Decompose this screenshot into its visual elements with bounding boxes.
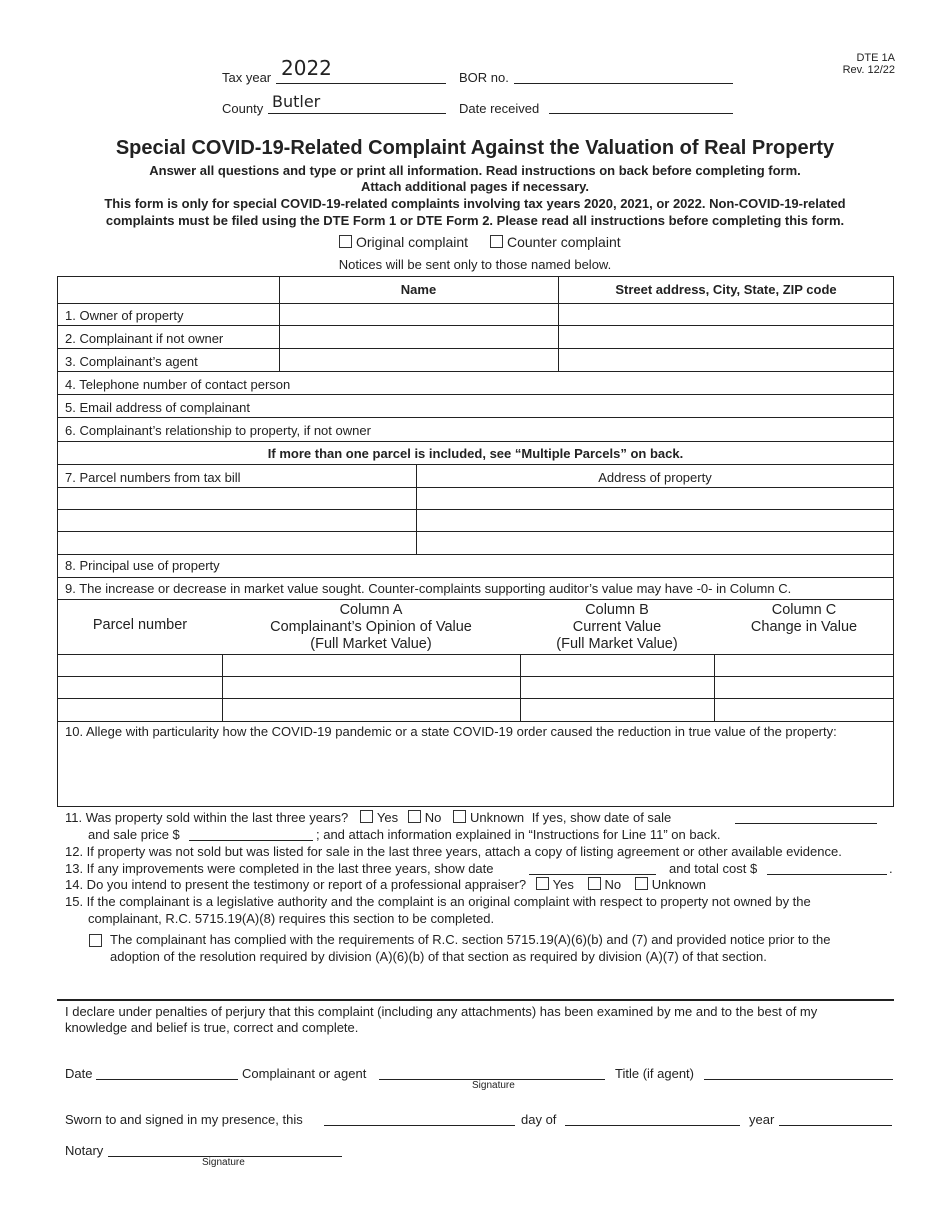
value-row[interactable]: [58, 699, 893, 722]
sworn-year-field[interactable]: [779, 1125, 892, 1126]
complainant-signature-caption: Signature: [472, 1080, 515, 1091]
parcel-numbers-label: 7. Parcel numbers from tax bill: [65, 470, 241, 485]
q15-checkbox[interactable]: [89, 934, 102, 947]
tax-year-value[interactable]: 2022: [281, 56, 332, 80]
address-of-property-label: Address of property: [598, 470, 712, 485]
q15-check-line-1: The complainant has complied with the requirements of R.C. section 5715.19(A)(6)(b) and (7) and provided notice prior to the: [110, 932, 831, 947]
owner-label: 1. Owner of property: [65, 308, 184, 323]
county-field[interactable]: [268, 113, 446, 114]
sworn-label: Sworn to and signed in my presence, this: [65, 1112, 303, 1127]
date-received-field[interactable]: [549, 113, 733, 114]
parcel-number-header: Parcel number: [92, 617, 188, 633]
bor-field[interactable]: [514, 83, 733, 84]
date-received-label: Date received: [459, 101, 540, 116]
q11-unknown-checkbox[interactable]: [453, 810, 466, 823]
instructions-line-2: Attach additional pages if necessary.: [360, 179, 590, 194]
q14-text: 14. Do you intend to present the testimony or report of a professional appraiser?: [65, 877, 527, 892]
q14-no-checkbox[interactable]: [588, 877, 601, 890]
q11-yes-label: Yes: [376, 810, 399, 825]
q11-attach-text: ; and attach information explained in “Instructions for Line 11” on back.: [316, 827, 721, 842]
page-title: Special COVID-19-Related Complaint Against the Valuation of Real Property: [115, 137, 835, 159]
date-field[interactable]: [96, 1079, 238, 1080]
declaration-line-1: I declare under penalties of perjury that this complaint (including any attachments) has been examined by me and to the best of my: [65, 1004, 818, 1019]
original-complaint-label: Original complaint: [356, 234, 469, 250]
agent-label: 3. Complainant’s agent: [65, 354, 198, 369]
notice-text: Notices will be sent only to those named below.: [338, 257, 612, 272]
table-row[interactable]: [58, 510, 893, 532]
q11-text: 11. Was property sold within the last three years?: [65, 810, 349, 825]
q14-unknown-checkbox[interactable]: [635, 877, 648, 890]
column-a-header: [222, 602, 520, 653]
value-row[interactable]: [58, 677, 893, 699]
covid-allegation-label: 10. Allege with particularity how the COVID-19 pandemic or a state COVID-19 order caused the reduction in true value of the property:: [65, 724, 837, 739]
q15-check-line-2: adoption of the resolution required by division (A)(6)(b) of that section as required by division (A)(7) of that section.: [110, 949, 767, 964]
original-complaint-option[interactable]: [339, 234, 468, 250]
instructions-line-1: Answer all questions and type or print all information. Read instructions on back before completing form.: [149, 163, 801, 178]
form-revision: Rev. 12/22: [842, 64, 895, 76]
column-c-subtitle: Change in Value: [750, 619, 858, 635]
instructions-line-3: This form is only for special COVID-19-related complaints involving tax years 2020, 2021, or 2022. Non-COVID-19-related: [104, 196, 846, 211]
divider: [558, 277, 559, 372]
column-b-title: Column B: [585, 602, 649, 618]
value-row[interactable]: [58, 655, 893, 677]
column-b-note: (Full Market Value): [556, 636, 678, 652]
q12-text: 12. If property was not sold but was listed for sale in the last three years, attach a copy of listing agreement or other available evidence.: [65, 844, 842, 859]
day-of-label: day of: [521, 1112, 557, 1127]
q11-no-checkbox[interactable]: [408, 810, 421, 823]
q14-no-label: No: [604, 877, 622, 892]
sale-date-field[interactable]: [735, 823, 877, 824]
instructions-line-4: complaints must be filed using the DTE Form 1 or DTE Form 2. Please read all instructions before completing this form.: [105, 213, 845, 228]
divider: [416, 465, 417, 555]
counter-complaint-checkbox[interactable]: [490, 235, 503, 248]
title-label: Title (if agent): [615, 1066, 694, 1081]
original-complaint-checkbox[interactable]: [339, 235, 352, 248]
sworn-day-field[interactable]: [324, 1125, 515, 1126]
relationship-label: 6. Complainant’s relationship to property, if not owner: [65, 423, 371, 438]
covid-allegation-field[interactable]: [58, 742, 893, 806]
q11-unknown-label: Unknown: [469, 810, 525, 825]
column-a-note: (Full Market Value): [310, 636, 432, 652]
q14-yes-checkbox[interactable]: [536, 877, 549, 890]
q11-yes-checkbox[interactable]: [360, 810, 373, 823]
improvement-date-field[interactable]: [529, 874, 656, 875]
table-row[interactable]: [58, 488, 893, 510]
column-a-subtitle: Complainant’s Opinion of Value: [270, 619, 472, 635]
column-b-header: [520, 602, 714, 653]
tax-year-field[interactable]: [276, 83, 446, 84]
divider: [279, 277, 280, 372]
complainant-label: 2. Complainant if not owner: [65, 331, 224, 346]
column-b-subtitle: Current Value: [572, 619, 662, 635]
q13-cost-text: and total cost $: [669, 861, 758, 876]
improvement-cost-field[interactable]: [767, 874, 887, 875]
divider: [222, 655, 223, 722]
date-label: Date: [65, 1066, 93, 1081]
notary-signature-caption: Signature: [202, 1157, 245, 1168]
divider: [714, 655, 715, 722]
sworn-month-field[interactable]: [565, 1125, 740, 1126]
q14-yes-label: Yes: [552, 877, 574, 892]
divider: [520, 655, 521, 722]
year-label: year: [749, 1112, 775, 1127]
counter-complaint-option[interactable]: [490, 234, 621, 250]
column-a-title: Column A: [339, 602, 403, 618]
counter-complaint-label: Counter complaint: [507, 234, 621, 250]
value-sought-label: 9. The increase or decrease in market value sought. Counter-complaints supporting auditor’s value may have -0- in Column C.: [65, 581, 792, 596]
bor-label: BOR no.: [459, 70, 509, 85]
county-value[interactable]: Butler: [272, 92, 321, 111]
notary-label: Notary: [65, 1143, 104, 1158]
tax-year-label: Tax year: [222, 70, 272, 85]
county-label: County: [222, 101, 264, 116]
complaint-table: [57, 276, 894, 807]
column-c-title: Column C: [771, 602, 837, 618]
q14-line: [65, 877, 706, 892]
declaration-divider: [57, 999, 894, 1001]
form-code: [843, 52, 895, 76]
complainant-agent-label: Complainant or agent: [242, 1066, 367, 1081]
q15-line-1: 15. If the complainant is a legislative authority and the complaint is an original complaint with respect to property not owned by the: [65, 894, 811, 909]
table-row[interactable]: [58, 532, 893, 555]
q11-line: [65, 810, 671, 825]
q11-price-text: and sale price $: [88, 827, 180, 842]
q11-no-label: No: [424, 810, 442, 825]
q15-line-2: complainant, R.C. 5715.19(A)(8) requires this section to be completed.: [88, 911, 495, 926]
telephone-label: 4. Telephone number of contact person: [65, 377, 291, 392]
sale-price-field[interactable]: [189, 840, 313, 841]
principal-use-label: 8. Principal use of property: [65, 558, 220, 573]
q11-date-text: If yes, show date of sale: [531, 810, 672, 825]
declaration-line-2: knowledge and belief is true, correct and complete.: [65, 1020, 359, 1035]
q14-unknown-label: Unknown: [651, 877, 706, 892]
col-name-header: Name: [400, 282, 437, 297]
multi-parcel-note: If more than one parcel is included, see “Multiple Parcels” on back.: [267, 446, 684, 461]
q13-text: 13. If any improvements were completed in the last three years, show date: [65, 861, 494, 876]
email-label: 5. Email address of complainant: [65, 400, 250, 415]
col-address-header: Street address, City, State, ZIP code: [615, 282, 837, 297]
form-code-text: DTE 1A: [856, 52, 895, 64]
title-field[interactable]: [704, 1079, 893, 1080]
q13-end: .: [889, 861, 893, 876]
column-c-header: [714, 602, 894, 636]
